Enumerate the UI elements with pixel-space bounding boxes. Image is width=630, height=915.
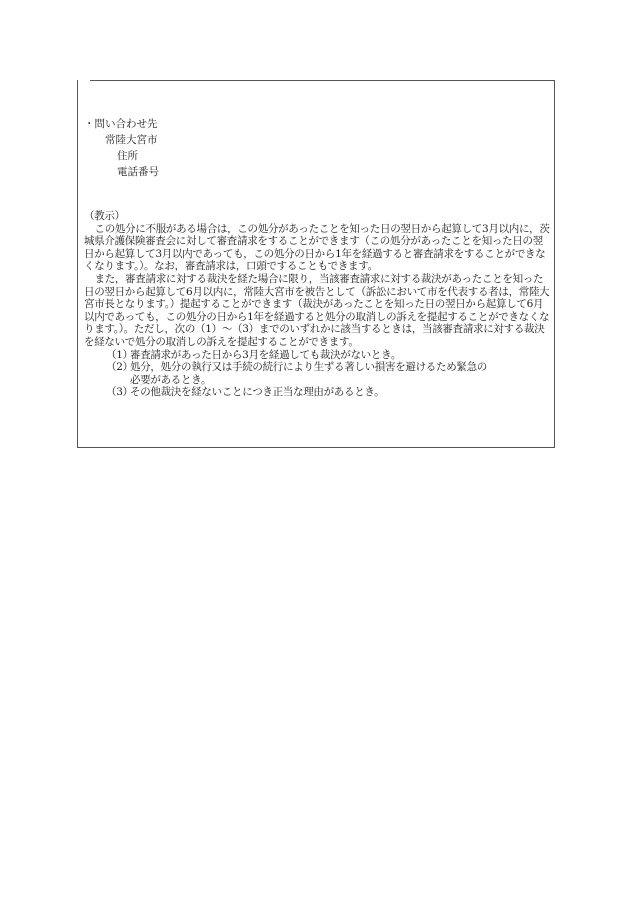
contact-address-label: 住所: [117, 150, 138, 162]
item-text: 処分，処分の執行又は手続の続行により生ずる著しい損害を避けるため緊急の: [130, 361, 487, 374]
item-text-continued: 必要があるとき。: [130, 373, 212, 386]
item-text: その他裁決を経ないことにつき正当な理由があるとき。: [130, 386, 385, 399]
contact-section: [84, 116, 159, 180]
notice-item-2: [84, 361, 552, 386]
notice-heading: （教示）: [84, 210, 125, 222]
contact-phone-label: 電話番号: [117, 166, 159, 178]
item-number: （1）: [106, 348, 133, 361]
notice-item-1: [84, 349, 552, 362]
contact-title: ・問い合わせ先: [84, 118, 158, 130]
item-number: （3）: [106, 386, 133, 399]
item-text: 審査請求があった日から3月を経過しても裁決がないとき。: [130, 348, 402, 361]
notice-paragraph-1: この処分に不服がある場合は，この処分があったことを知った日の翌日から起算して3月以内に，茨城県介護保険審査会に対して審査請求をすることができます（この処分があったことを知った日の翌日から起算して3月以内であっても，この処分の日から1年を経過すると審査請求をすることができなくなります。）。なお，審査請求は，口頭ですることもできます。: [84, 222, 550, 273]
notice-paragraph-2: また，審査請求に対する裁決を経た場合に限り，当該審査請求に対する裁決があったことを知った日の翌日から起算して6月以内に，常陸大宮市を被告として（訴訟において市を代表する者は，常陸大宮市長となります。）提起することができます（裁決があったことを知った日の翌日から起算して6月以内であっても，この処分の日から1年を経過すると処分の取消しの訴えを提起することができなくなります。）。ただし，次の（1）～（3）までのいずれかに該当するときは，当該審査請求に対する裁決を経ないで処分の取消しの訴えを提起することができます。: [84, 272, 550, 348]
notice-item-3: [84, 386, 552, 399]
appeal-notice: [84, 210, 552, 399]
item-number: （2）: [106, 361, 133, 374]
contact-organization: 常陸大宮市: [105, 134, 158, 146]
